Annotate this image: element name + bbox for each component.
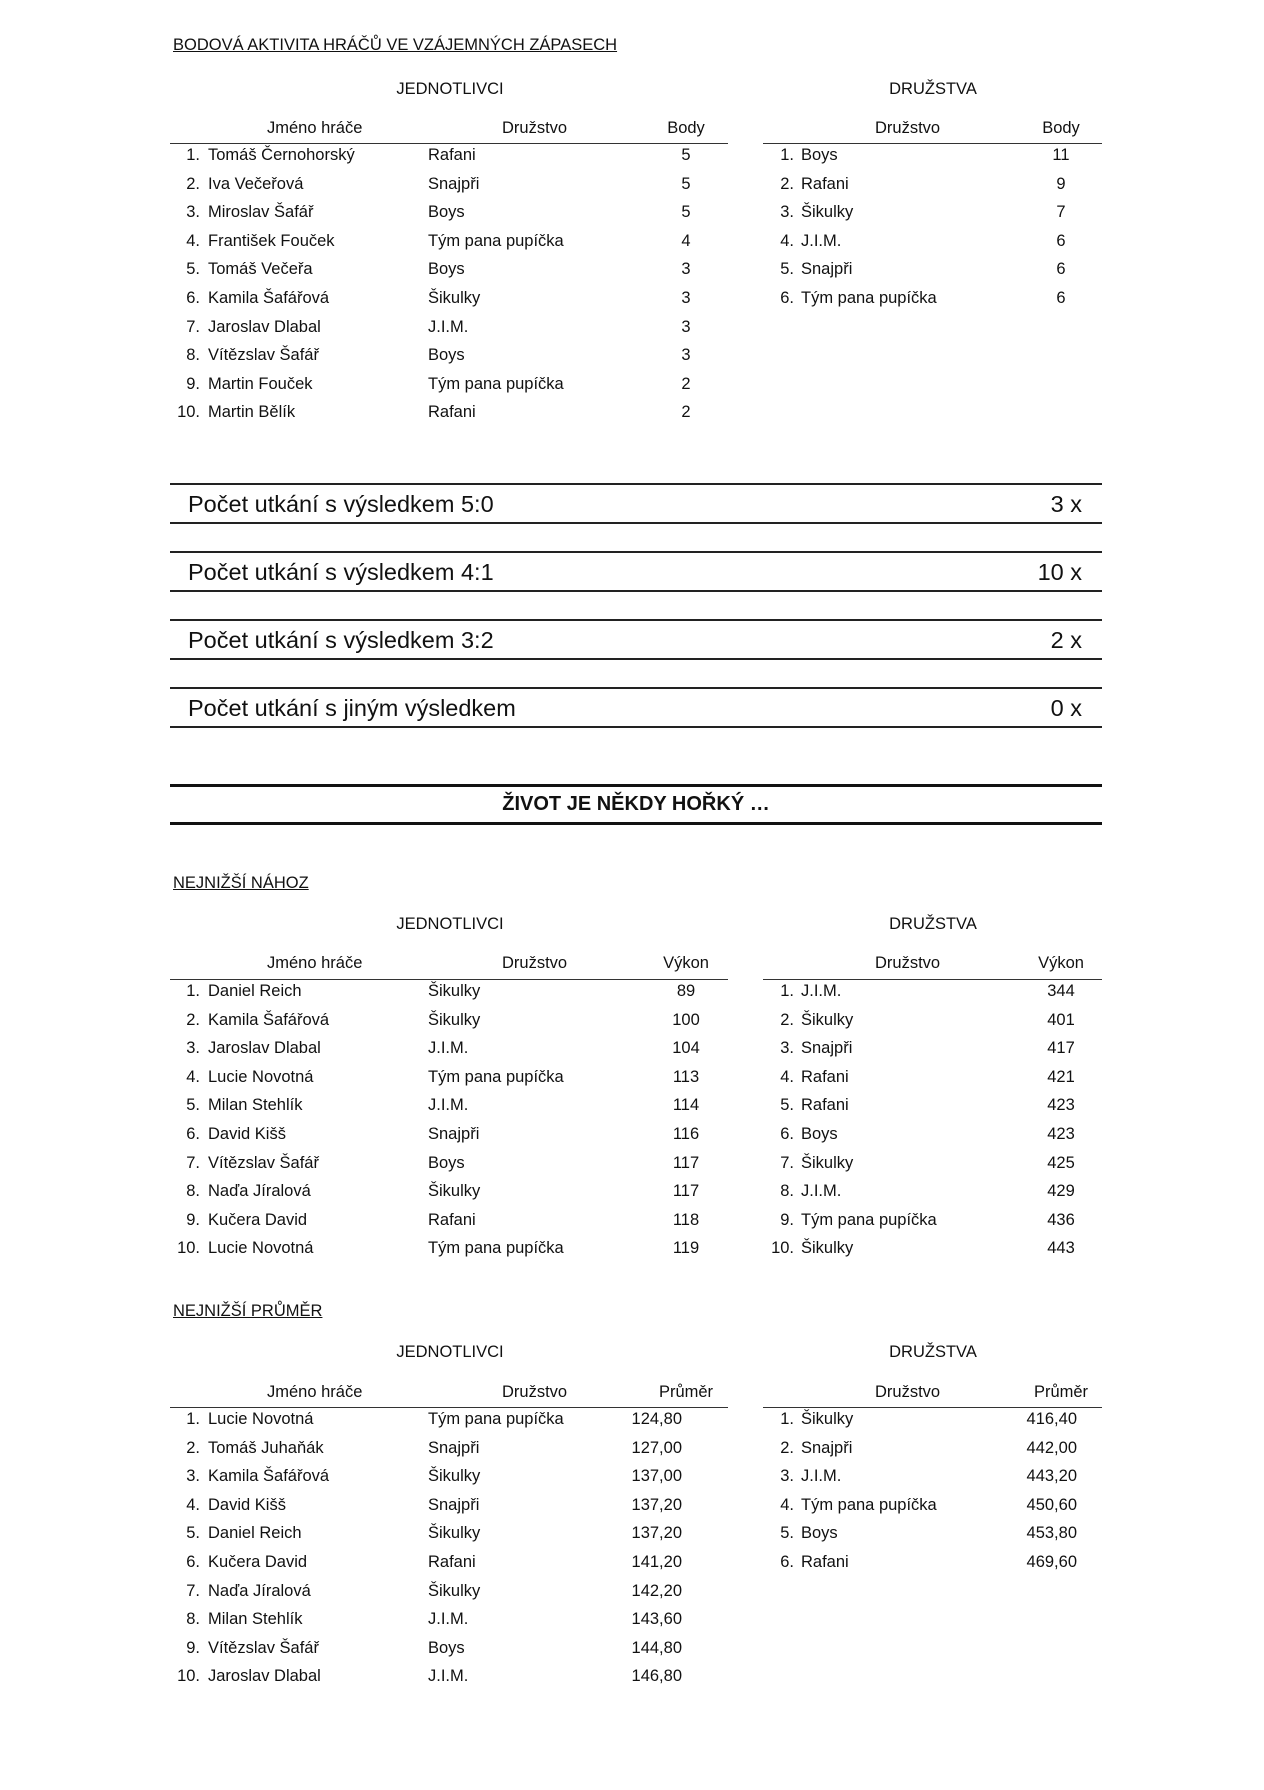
team-name: Snajpři <box>428 1125 480 1143</box>
table-row <box>170 1211 730 1239</box>
table-row <box>763 232 1103 260</box>
player-name: Naďa Jíralová <box>208 1182 311 1201</box>
row-value: 469,60 <box>1026 1553 1077 1571</box>
team-name: Tým pana pupíčka <box>428 374 564 393</box>
team-name: Boys <box>428 260 465 279</box>
table-row <box>763 260 1103 288</box>
team-name: Snajpři <box>801 1438 853 1457</box>
team-name: Snajpři <box>428 1495 480 1514</box>
table-row <box>170 375 730 403</box>
row-value: 127,00 <box>631 1438 682 1457</box>
player-name: Vítězslav Šafář <box>208 1638 319 1657</box>
row-value: 425 <box>1047 1153 1075 1172</box>
table-row <box>170 1496 730 1524</box>
row-rank: 4. <box>780 231 794 250</box>
table-row <box>170 318 730 346</box>
match-count-label: Počet utkání s výsledkem 5:0 <box>188 491 494 517</box>
section2-team-header-team: Družstvo <box>875 954 941 972</box>
table-row <box>763 982 1103 1010</box>
table-row <box>170 1582 730 1610</box>
table-row <box>170 346 730 374</box>
team-name: Tým pana pupíčka <box>428 1239 564 1258</box>
table-row <box>170 403 730 431</box>
player-name: Kučera David <box>208 1553 308 1571</box>
section2-indiv-label: JEDNOTLIVCI <box>396 915 504 933</box>
row-value: 116 <box>672 1125 700 1143</box>
team-name: Šikulky <box>801 203 854 222</box>
player-name: Milan Stehlík <box>208 1096 303 1115</box>
row-rank: 10. <box>177 1239 200 1258</box>
table-row <box>170 1182 730 1210</box>
row-value: 5 <box>681 203 691 222</box>
table-row <box>763 175 1103 203</box>
section2-indiv-header-rule <box>170 979 728 980</box>
team-name: Rafani <box>801 1553 849 1571</box>
row-value: 124,80 <box>631 1410 682 1428</box>
team-name: Šikulky <box>428 289 481 307</box>
match-count-box <box>170 619 1102 660</box>
row-value: 344 <box>1047 982 1075 1000</box>
table-row <box>170 1553 730 1581</box>
row-rank: 4. <box>780 1495 794 1514</box>
row-rank: 1. <box>186 982 200 1000</box>
team-name: Boys <box>428 203 465 222</box>
player-name: Kučera David <box>208 1210 308 1229</box>
section2-header-team: Družstvo <box>502 954 568 972</box>
row-rank: 10. <box>771 1239 794 1258</box>
row-value: 401 <box>1047 1010 1075 1029</box>
table-row <box>763 1011 1103 1039</box>
match-count-value: 10 x <box>1037 559 1082 585</box>
section2-title: NEJNIŽŠÍ NÁHOZ <box>173 874 309 892</box>
team-name: Tým pana pupíčka <box>428 231 564 250</box>
row-value: 3 <box>681 260 691 279</box>
team-name: Šikulky <box>801 1153 854 1172</box>
player-name: Miroslav Šafář <box>208 203 314 222</box>
section2-team-header-rule <box>763 979 1102 980</box>
team-name: Šikulky <box>428 982 481 1000</box>
table-row <box>763 1154 1103 1182</box>
player-name: Lucie Novotná <box>208 1067 314 1086</box>
section3-team-header-value: Průměr <box>1033 1383 1089 1401</box>
row-value: 5 <box>681 146 691 164</box>
row-rank: 2. <box>780 174 794 193</box>
row-rank: 6. <box>186 289 200 307</box>
table-row <box>170 1410 730 1438</box>
row-value: 453,80 <box>1026 1524 1077 1543</box>
team-name: Snajpři <box>428 1438 480 1457</box>
table-row <box>170 1239 730 1267</box>
row-rank: 1. <box>780 1410 794 1428</box>
table-row <box>763 203 1103 231</box>
row-value: 6 <box>1056 231 1066 250</box>
team-name: Rafani <box>801 174 849 193</box>
table-row <box>763 1211 1103 1239</box>
team-name: Tým pana pupíčka <box>801 1495 937 1514</box>
row-rank: 5. <box>186 1524 200 1543</box>
row-rank: 7. <box>186 317 200 336</box>
row-rank: 2. <box>780 1438 794 1457</box>
section1-team-label: DRUŽSTVA <box>889 80 977 98</box>
player-name: Kamila Šafářová <box>208 289 330 307</box>
table-row <box>170 260 730 288</box>
player-name: David Kišš <box>208 1125 286 1143</box>
row-rank: 8. <box>186 1182 200 1201</box>
row-value: 146,80 <box>631 1667 682 1686</box>
team-name: Boys <box>801 146 838 164</box>
row-value: 423 <box>1047 1096 1075 1115</box>
table-row <box>170 232 730 260</box>
table-row <box>170 1011 730 1039</box>
row-value: 443 <box>1047 1239 1075 1258</box>
row-value: 416,40 <box>1026 1410 1077 1428</box>
section3-header-name: Jméno hráče <box>267 1383 363 1401</box>
row-value: 117 <box>672 1182 700 1201</box>
row-rank: 2. <box>186 1010 200 1029</box>
section3-team-label: DRUŽSTVA <box>889 1343 977 1361</box>
row-rank: 1. <box>186 1410 200 1428</box>
row-rank: 5. <box>780 1096 794 1115</box>
row-value: 137,20 <box>631 1524 682 1543</box>
team-name: Rafani <box>801 1067 849 1086</box>
table-row <box>763 1239 1103 1267</box>
team-name: Boys <box>801 1524 838 1543</box>
row-value: 421 <box>1047 1067 1075 1086</box>
row-value: 443,20 <box>1026 1467 1077 1486</box>
row-rank: 5. <box>186 260 200 279</box>
team-name: Rafani <box>428 1210 476 1229</box>
team-name: Tým pana pupíčka <box>801 1210 937 1229</box>
row-rank: 7. <box>780 1153 794 1172</box>
row-rank: 3. <box>780 203 794 222</box>
table-row <box>763 1439 1103 1467</box>
table-row <box>170 1125 730 1153</box>
table-row <box>170 1524 730 1552</box>
table-row <box>763 1524 1103 1552</box>
section1-team-header-team: Družstvo <box>875 119 941 137</box>
team-name: Šikulky <box>428 1581 481 1600</box>
table-row <box>763 1410 1103 1438</box>
section1-indiv-header-rule <box>170 143 728 144</box>
row-rank: 6. <box>186 1553 200 1571</box>
row-rank: 1. <box>186 146 200 164</box>
player-name: Tomáš Černohorský <box>208 146 355 164</box>
table-row <box>170 1610 730 1638</box>
table-row <box>763 1125 1103 1153</box>
table-row <box>763 1039 1103 1067</box>
row-rank: 10. <box>177 403 200 422</box>
team-name: Šikulky <box>801 1410 854 1428</box>
table-row <box>763 1467 1103 1495</box>
player-name: Martin Bělík <box>208 403 296 422</box>
team-name: Boys <box>428 1153 465 1172</box>
section-banner: ŽIVOT JE NĚKDY HOŘKÝ … <box>170 784 1102 825</box>
row-value: 2 <box>681 403 691 422</box>
table-row <box>170 982 730 1010</box>
row-value: 436 <box>1047 1210 1075 1229</box>
row-rank: 6. <box>186 1125 200 1143</box>
row-value: 104 <box>672 1039 700 1058</box>
row-rank: 3. <box>186 1039 200 1058</box>
row-rank: 3. <box>780 1467 794 1486</box>
team-name: J.I.M. <box>801 1182 842 1201</box>
row-value: 113 <box>672 1067 700 1086</box>
player-name: Kamila Šafářová <box>208 1467 330 1486</box>
row-rank: 6. <box>780 1125 794 1143</box>
team-name: Šikulky <box>428 1010 481 1029</box>
row-rank: 9. <box>186 1210 200 1229</box>
team-name: Boys <box>801 1125 838 1143</box>
section2-team-header-value: Výkon <box>1038 954 1084 972</box>
row-value: 4 <box>681 231 691 250</box>
row-rank: 1. <box>780 146 794 164</box>
table-row <box>170 1096 730 1124</box>
row-value: 3 <box>681 346 691 365</box>
player-name: Iva Večeřová <box>208 174 304 193</box>
row-value: 119 <box>672 1239 700 1258</box>
row-rank: 4. <box>186 231 200 250</box>
row-rank: 3. <box>780 1039 794 1058</box>
row-value: 3 <box>681 289 691 307</box>
row-value: 141,20 <box>631 1553 682 1571</box>
team-name: Šikulky <box>428 1467 481 1486</box>
player-name: Milan Stehlík <box>208 1610 303 1629</box>
team-name: Šikulky <box>428 1524 481 1543</box>
row-value: 118 <box>672 1210 700 1229</box>
row-rank: 5. <box>780 260 794 279</box>
team-name: Boys <box>428 1638 465 1657</box>
section1-title: BODOVÁ AKTIVITA HRÁČŮ VE VZÁJEMNÝCH ZÁPASECH <box>173 36 618 54</box>
team-name: Tým pana pupíčka <box>801 289 937 307</box>
row-rank: 8. <box>186 346 200 365</box>
table-row <box>170 203 730 231</box>
row-value: 6 <box>1056 289 1066 307</box>
table-row <box>763 1496 1103 1524</box>
table-row <box>763 289 1103 317</box>
player-name: Lucie Novotná <box>208 1239 314 1258</box>
match-count-label: Počet utkání s výsledkem 4:1 <box>188 559 494 585</box>
match-count-label: Počet utkání s jiným výsledkem <box>188 695 516 721</box>
row-value: 5 <box>681 174 691 193</box>
row-rank: 2. <box>186 174 200 193</box>
team-name: Rafani <box>428 403 476 422</box>
section1-header-team: Družstvo <box>502 119 568 137</box>
row-value: 3 <box>681 317 691 336</box>
team-name: Rafani <box>428 146 476 164</box>
team-name: Rafani <box>428 1553 476 1571</box>
section3-title: NEJNIŽŠÍ PRŮMĚR <box>173 1302 323 1320</box>
player-name: Naďa Jíralová <box>208 1581 311 1600</box>
table-row <box>170 1667 730 1695</box>
row-rank: 4. <box>780 1067 794 1086</box>
table-row <box>170 1068 730 1096</box>
team-name: Šikulky <box>801 1010 854 1029</box>
team-name: Rafani <box>801 1096 849 1115</box>
row-value: 9 <box>1056 174 1066 193</box>
row-rank: 3. <box>186 1467 200 1486</box>
row-rank: 2. <box>186 1438 200 1457</box>
team-name: Šikulky <box>428 1182 481 1201</box>
section1-team-header-rule <box>763 143 1102 144</box>
section2-team-label: DRUŽSTVA <box>889 915 977 933</box>
row-rank: 7. <box>186 1153 200 1172</box>
row-value: 117 <box>672 1153 700 1172</box>
row-value: 137,00 <box>631 1467 682 1486</box>
row-value: 417 <box>1047 1039 1075 1058</box>
row-value: 2 <box>681 374 691 393</box>
player-name: Tomáš Večeřa <box>208 260 313 279</box>
match-count-box <box>170 551 1102 592</box>
row-rank: 10. <box>177 1667 200 1686</box>
player-name: Daniel Reich <box>208 982 302 1000</box>
section3-header-team: Družstvo <box>502 1383 568 1401</box>
team-name: Snajpři <box>801 1039 853 1058</box>
row-rank: 9. <box>780 1210 794 1229</box>
section3-team-header-team: Družstvo <box>875 1383 941 1401</box>
section1-indiv-label: JEDNOTLIVCI <box>396 80 504 98</box>
table-row <box>763 1096 1103 1124</box>
team-name: Snajpři <box>801 260 853 279</box>
team-name: Snajpři <box>428 174 480 193</box>
player-name: Vítězslav Šafář <box>208 346 319 365</box>
match-count-value: 0 x <box>1050 695 1082 721</box>
row-value: 143,60 <box>631 1610 682 1629</box>
section3-team-header-rule <box>763 1407 1102 1408</box>
team-name: Boys <box>428 346 465 365</box>
team-name: J.I.M. <box>801 982 842 1000</box>
section3-indiv-label: JEDNOTLIVCI <box>396 1343 504 1361</box>
match-count-box <box>170 687 1102 728</box>
row-rank: 1. <box>780 982 794 1000</box>
row-value: 100 <box>672 1010 700 1029</box>
row-value: 6 <box>1056 260 1066 279</box>
section3-indiv-header-rule <box>170 1407 728 1408</box>
table-row <box>170 1439 730 1467</box>
table-row <box>763 1182 1103 1210</box>
table-row <box>170 289 730 317</box>
player-name: David Kišš <box>208 1495 286 1514</box>
row-value: 450,60 <box>1026 1495 1077 1514</box>
row-value: 114 <box>672 1096 700 1115</box>
table-row <box>170 1467 730 1495</box>
row-rank: 4. <box>186 1067 200 1086</box>
row-value: 11 <box>1052 146 1070 164</box>
row-value: 429 <box>1047 1182 1075 1201</box>
team-name: J.I.M. <box>428 317 469 336</box>
team-name: J.I.M. <box>801 1467 842 1486</box>
section3-header-value: Průměr <box>658 1383 714 1401</box>
team-name: Tým pana pupíčka <box>428 1067 564 1086</box>
row-value: 137,20 <box>631 1495 682 1514</box>
player-name: Kamila Šafářová <box>208 1010 330 1029</box>
row-rank: 4. <box>186 1495 200 1514</box>
row-rank: 8. <box>186 1610 200 1629</box>
row-rank: 9. <box>186 374 200 393</box>
table-row <box>170 1154 730 1182</box>
player-name: Jaroslav Dlabal <box>208 1667 321 1686</box>
table-row <box>170 175 730 203</box>
match-count-label: Počet utkání s výsledkem 3:2 <box>188 627 494 653</box>
player-name: Jaroslav Dlabal <box>208 317 321 336</box>
team-name: J.I.M. <box>428 1667 469 1686</box>
section1-header-value: Body <box>667 119 705 137</box>
row-value: 144,80 <box>631 1638 682 1657</box>
team-name: Šikulky <box>801 1239 854 1258</box>
player-name: Lucie Novotná <box>208 1410 314 1428</box>
row-value: 89 <box>676 982 696 1000</box>
match-count-box <box>170 483 1102 524</box>
player-name: Martin Fouček <box>208 374 313 393</box>
row-rank: 7. <box>186 1581 200 1600</box>
section1-header-name: Jméno hráče <box>267 119 363 137</box>
row-rank: 2. <box>780 1010 794 1029</box>
row-value: 442,00 <box>1026 1438 1077 1457</box>
row-rank: 9. <box>186 1638 200 1657</box>
team-name: J.I.M. <box>428 1610 469 1629</box>
section1-team-header-value: Body <box>1042 119 1080 137</box>
team-name: Tým pana pupíčka <box>428 1410 564 1428</box>
row-rank: 8. <box>780 1182 794 1201</box>
table-row <box>763 1068 1103 1096</box>
row-rank: 6. <box>780 289 794 307</box>
row-value: 7 <box>1056 203 1066 222</box>
table-row <box>763 146 1103 174</box>
row-rank: 3. <box>186 203 200 222</box>
row-rank: 5. <box>780 1524 794 1543</box>
table-row <box>763 1553 1103 1581</box>
row-rank: 5. <box>186 1096 200 1115</box>
row-value: 142,20 <box>631 1581 682 1600</box>
match-count-value: 2 x <box>1050 627 1082 653</box>
row-rank: 6. <box>780 1553 794 1571</box>
team-name: J.I.M. <box>428 1096 469 1115</box>
player-name: František Fouček <box>208 231 335 250</box>
section2-header-value: Výkon <box>663 954 709 972</box>
player-name: Jaroslav Dlabal <box>208 1039 321 1058</box>
section2-header-name: Jméno hráče <box>267 954 363 972</box>
table-row <box>170 1639 730 1667</box>
team-name: J.I.M. <box>428 1039 469 1058</box>
player-name: Vítězslav Šafář <box>208 1153 319 1172</box>
table-row <box>170 1039 730 1067</box>
player-name: Daniel Reich <box>208 1524 302 1543</box>
team-name: J.I.M. <box>801 231 842 250</box>
match-count-value: 3 x <box>1050 491 1082 517</box>
table-row <box>170 146 730 174</box>
player-name: Tomáš Juhaňák <box>208 1438 324 1457</box>
row-value: 423 <box>1047 1125 1075 1143</box>
